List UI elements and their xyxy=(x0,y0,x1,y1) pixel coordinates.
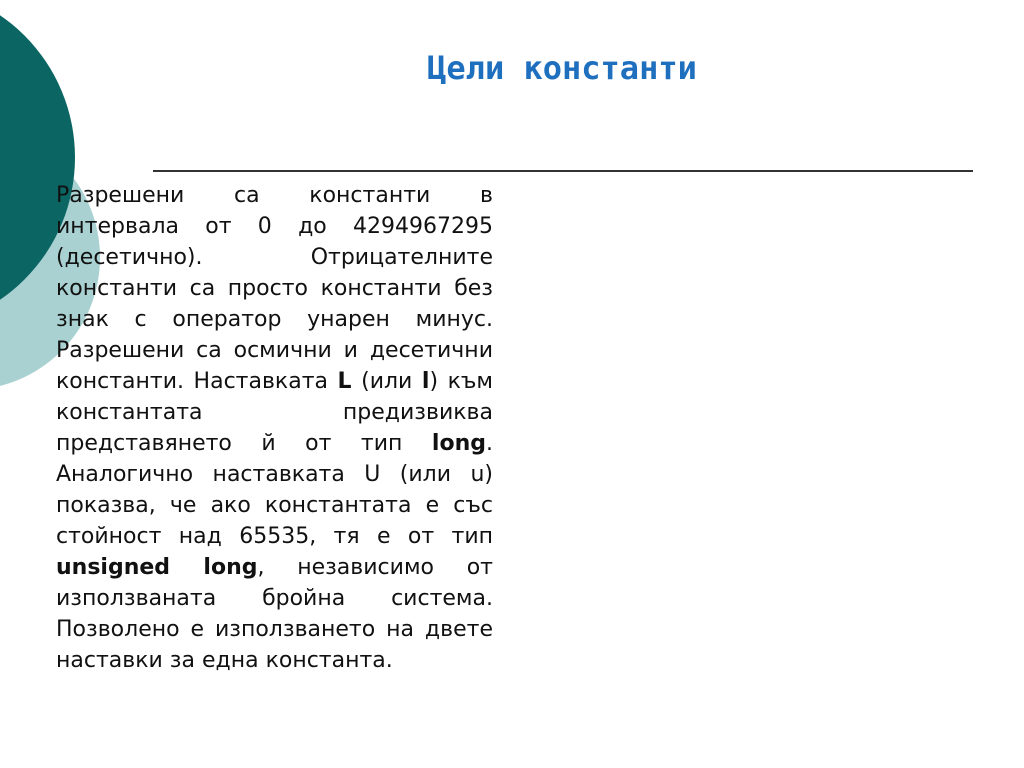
slide-title: Цели константи xyxy=(427,49,697,87)
type-long-emphasis: long xyxy=(431,431,486,456)
type-unsigned-long-emphasis: unsigned long xyxy=(56,555,258,580)
body-text-segment: ) към константата предизвиква представянето й от тип xyxy=(56,369,494,456)
body-paragraph xyxy=(56,180,493,676)
title-underline xyxy=(153,170,973,172)
body-text-segment: (или xyxy=(351,369,422,394)
suffix-l-emphasis: l xyxy=(421,369,430,394)
body-text-segment: . Аналогично наставката U (или u) показва, че ако константата е със стойност над 65535, тя е от тип xyxy=(56,431,493,549)
suffix-L-emphasis: L xyxy=(337,369,352,394)
body-text-segment: , независимо от използваната бройна система. Позволено е използването на двете наставки за една константа. xyxy=(56,555,493,673)
body-text-segment: Разрешени са константи в интервала от 0 до 4294967295 (десетично). Отрицателните константи са просто константи без знак с оператор унарен минус. Разрешени са осмични и десетични константи. Наставката xyxy=(56,183,493,394)
